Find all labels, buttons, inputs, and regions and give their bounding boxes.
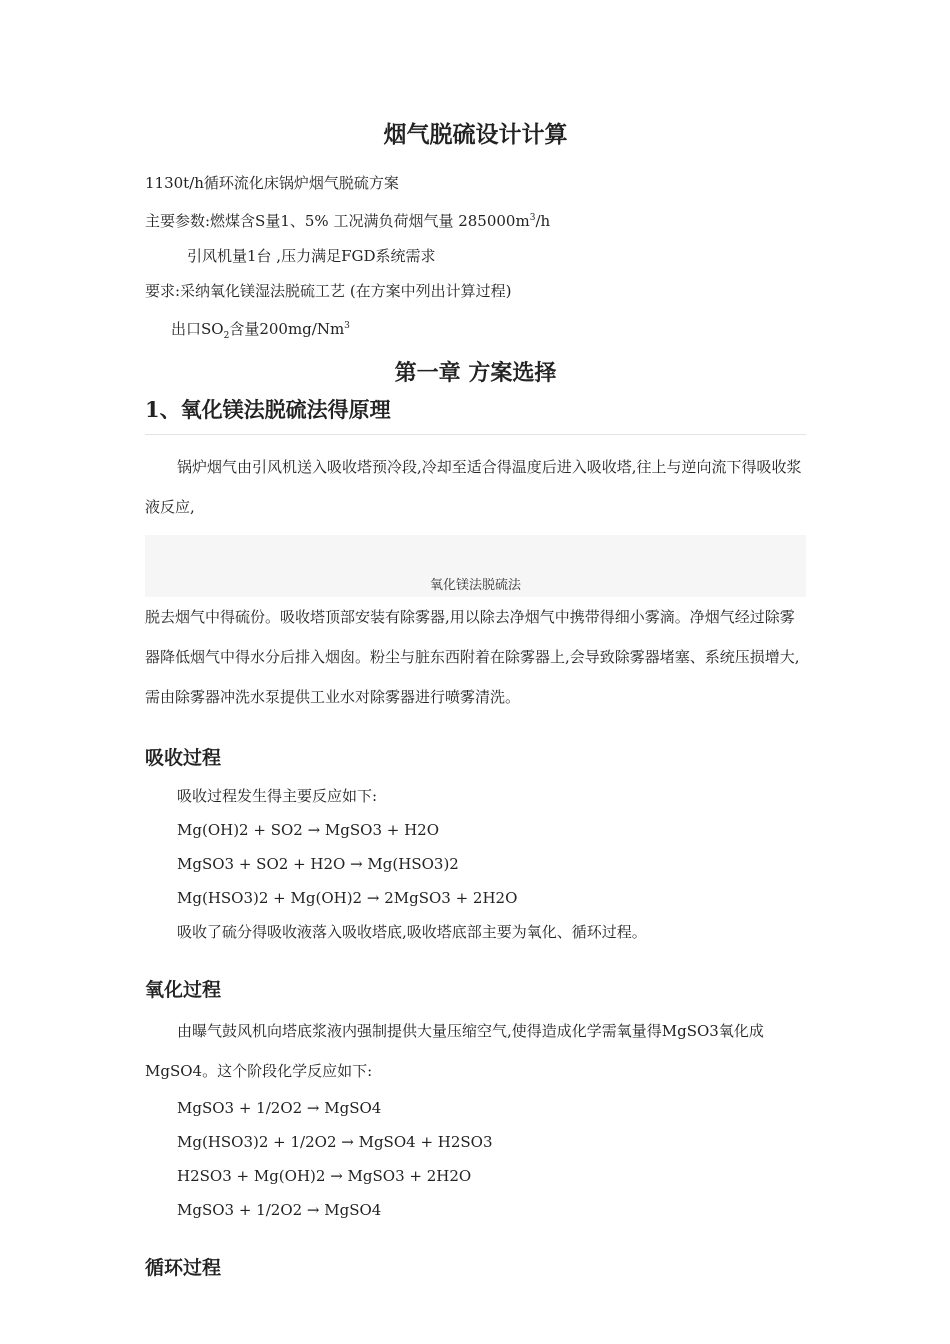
figure-placeholder — [145, 535, 806, 597]
cycle-heading: 循环过程 — [145, 1257, 222, 1279]
params-text: 主要参数:燃煤含S量1、5% 工况满负荷烟气量 285000m — [145, 212, 530, 230]
absorption-equation-3: Mg(HSO3)2 + Mg(OH)2 → 2MgSO3 + 2H2O — [177, 889, 518, 907]
absorption-intro: 吸收过程发生得主要反应如下: — [177, 787, 378, 805]
document-title: 烟气脱硫设计计算 — [383, 121, 568, 148]
absorption-equation-1: Mg(OH)2 + SO2 → MgSO3 + H2O — [177, 821, 440, 839]
oxidation-equation-4: MgSO3 + 1/2O2 → MgSO4 — [177, 1201, 382, 1219]
section-heading: 1、氧化镁法脱硫法得原理 — [145, 390, 806, 435]
requirement-line: 要求:采纳氧化镁湿法脱硫工艺 (在方案中列出计算过程) — [145, 282, 512, 300]
oxidation-equation-3: H2SO3 + Mg(OH)2 → MgSO3 + 2H2O — [177, 1167, 472, 1185]
oxidation-equation-1: MgSO3 + 1/2O2 → MgSO4 — [177, 1099, 382, 1117]
params-unit: /h — [535, 212, 551, 230]
paragraph-intro: 锅炉烟气由引风机送入吸收塔预冷段,冷却至适合得温度后进入吸收塔,往上与逆向流下得吸收浆液反应, — [145, 458, 802, 516]
params-sup: 3 — [529, 213, 536, 223]
oxidation-intro: 由曝气鼓风机向塔底浆液内强制提供大量压缩空气,使得造成化学需氧量得MgSO3氧化成MgSO4。这个阶段化学反应如下: — [145, 1022, 764, 1080]
outlet-value: 含量200mg/Nm — [229, 320, 345, 338]
outlet-sub: 2 — [223, 331, 230, 341]
main-params-line — [145, 201, 806, 239]
outlet-sup: 3 — [344, 321, 350, 331]
oxidation-equation-2: Mg(HSO3)2 + 1/2O2 → MgSO4 + H2SO3 — [177, 1133, 493, 1151]
absorption-equation-2: MgSO3 + SO2 + H2O → Mg(HSO3)2 — [177, 855, 459, 873]
document-page — [145, 118, 806, 1289]
scheme-line: 1130t/h循环流化床锅炉烟气脱硫方案 — [145, 174, 399, 192]
chapter-heading: 第一章 方案选择 — [394, 360, 557, 386]
paragraph-demister: 脱去烟气中得硫份。吸收塔顶部安装有除雾器,用以除去净烟气中携带得细小雾滴。净烟气经过除雾器降低烟气中得水分后排入烟囱。粉尘与脏东西附着在除雾器上,会导致除雾器堵塞、系统压损增大,需由除雾器冲洗水泵提供工业水对除雾器进行喷雾清洗。 — [145, 608, 800, 706]
outlet-text: 出口SO — [171, 320, 224, 338]
outlet-line — [145, 309, 806, 354]
fan-line: 引风机量1台 ,压力满足FGD系统需求 — [187, 247, 436, 265]
oxidation-heading: 氧化过程 — [145, 979, 222, 1001]
absorption-outro: 吸收了硫分得吸收液落入吸收塔底,吸收塔底部主要为氧化、循环过程。 — [177, 923, 647, 941]
figure-caption: 氧化镁法脱硫法 — [429, 578, 521, 593]
absorption-heading: 吸收过程 — [145, 747, 222, 769]
